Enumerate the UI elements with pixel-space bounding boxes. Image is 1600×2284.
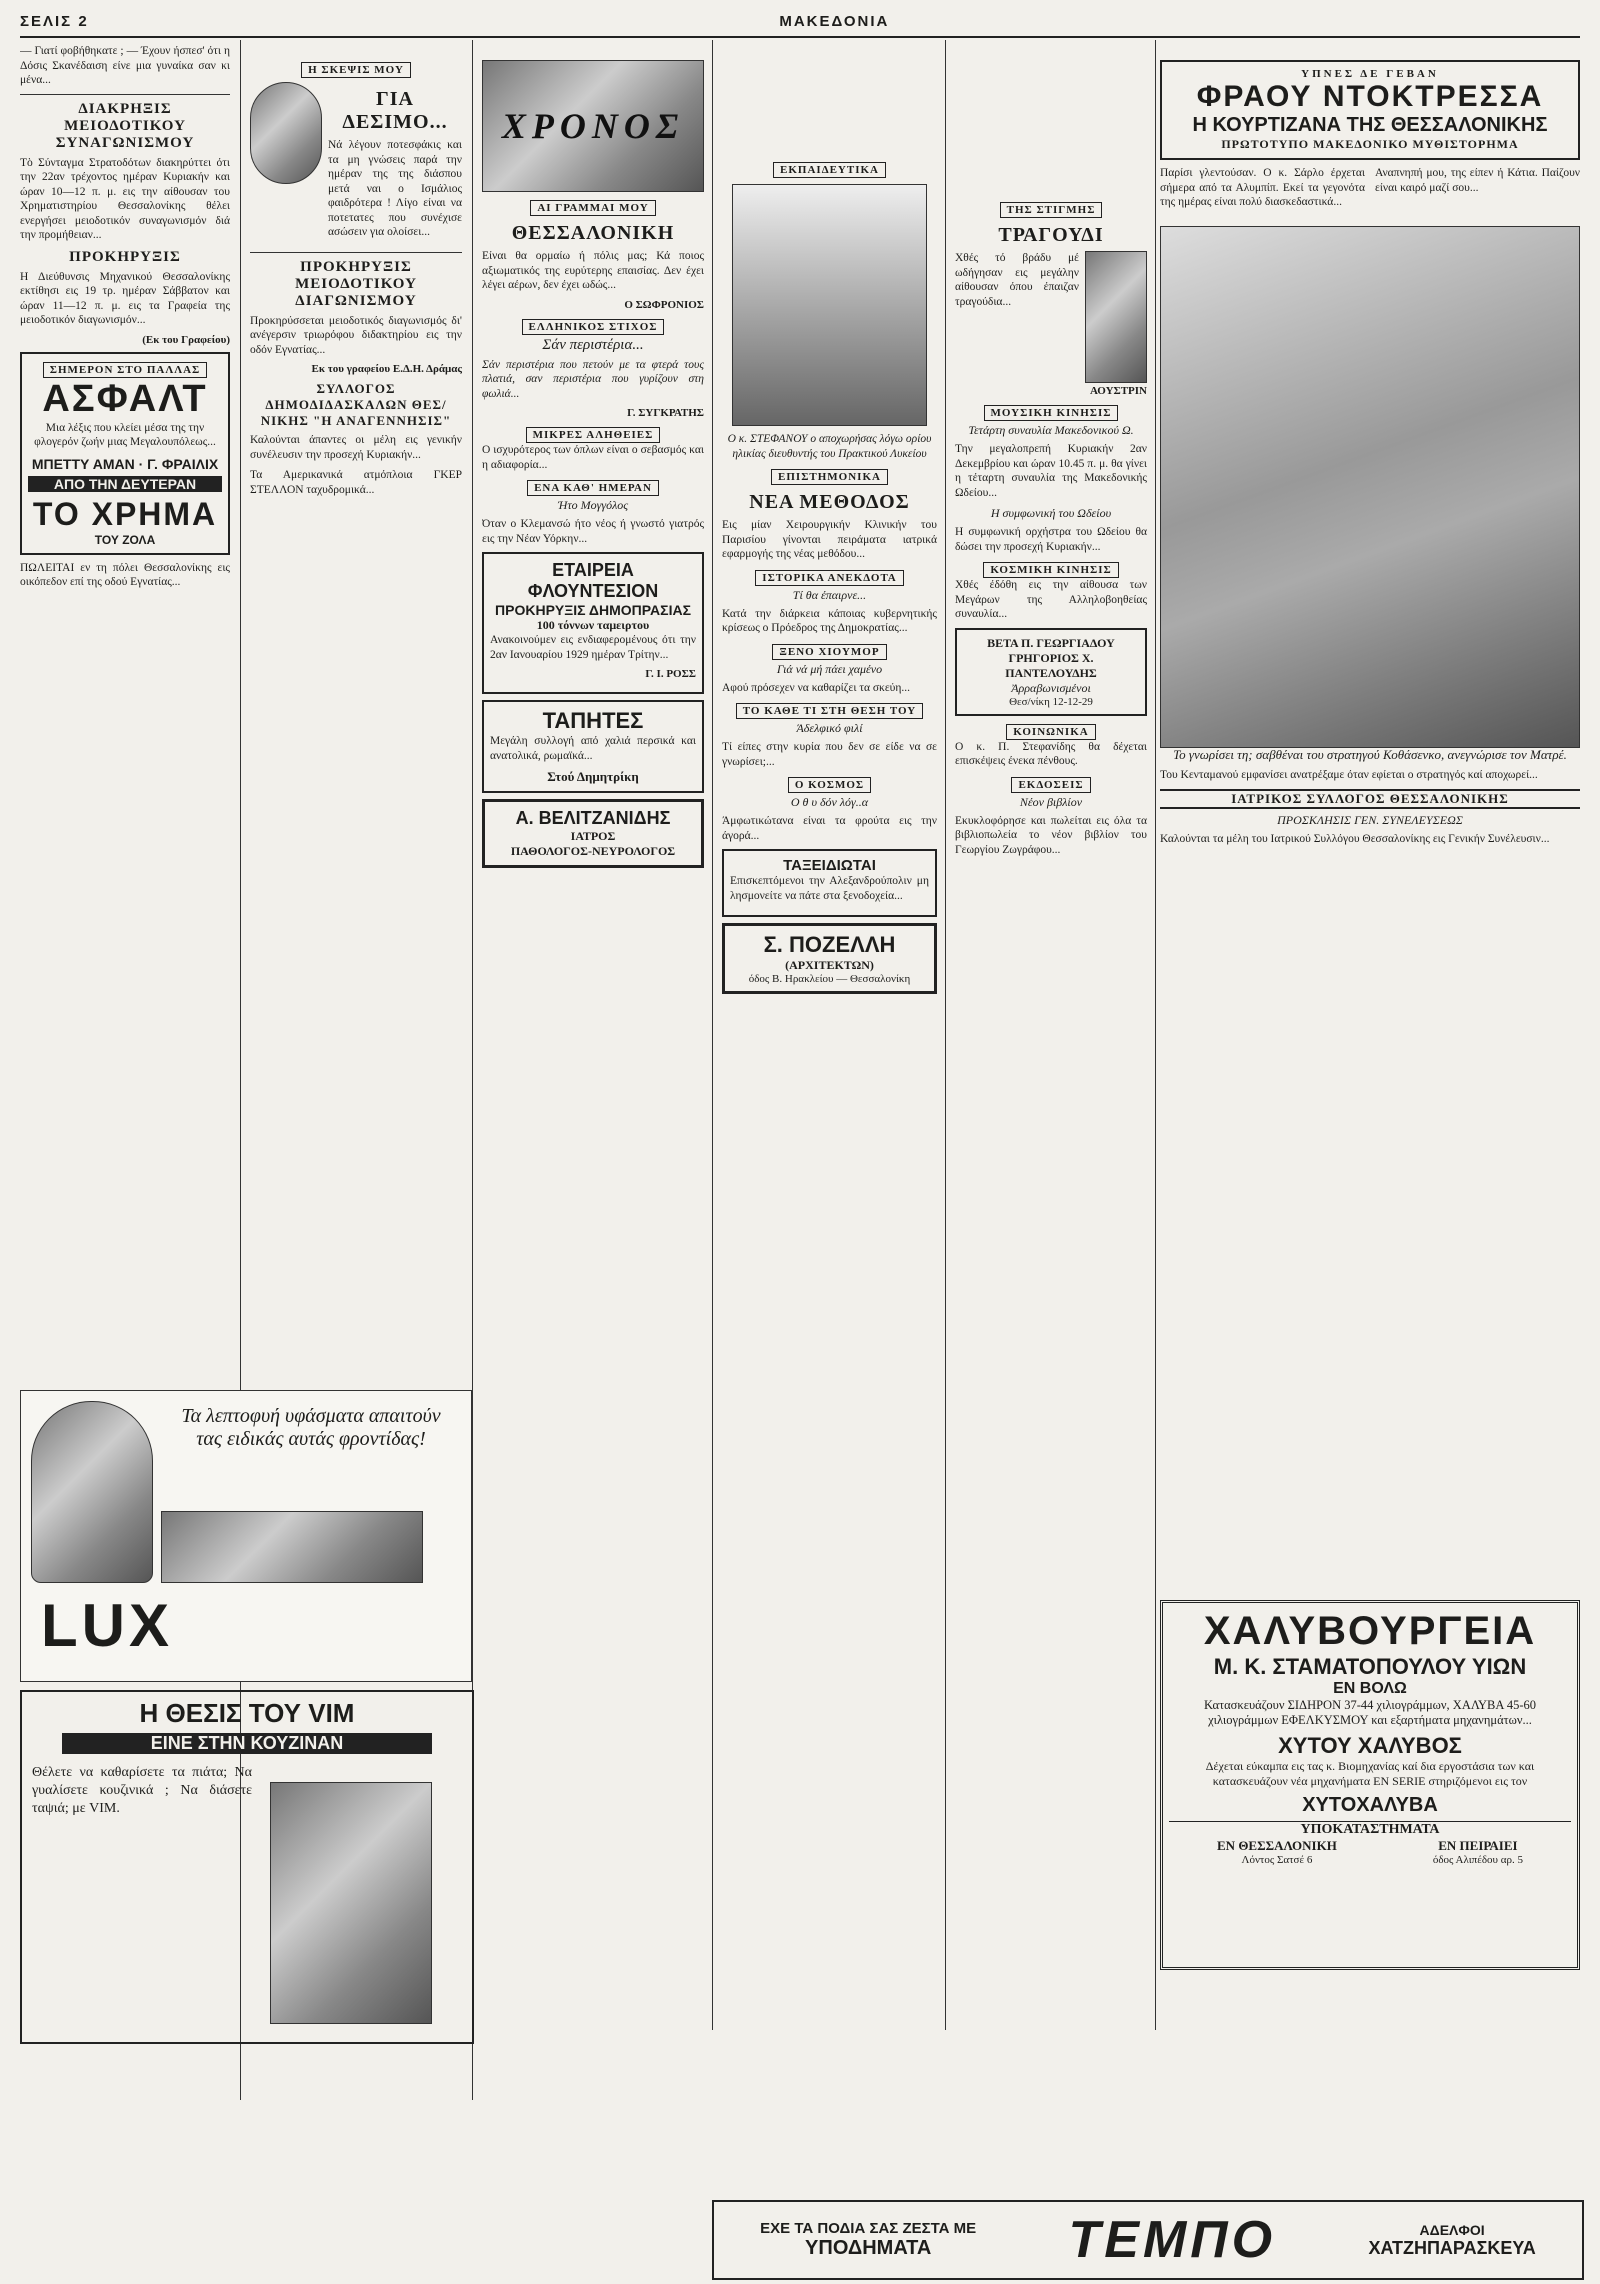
ad-small-heading: ΣΗΜΕΡΟΝ ΣΤΟ ΠΑΛΛΑΣ [43, 362, 207, 378]
section-tag: ΕΚΠΑΙΔΕΥΤΙΚΑ [773, 162, 886, 178]
engagement-name-2: ΓΡΗΓΟΡΙΟΣ Χ. ΠΑΝΤΕΛΟΥΔΗΣ [1005, 650, 1097, 680]
article-body: Όταν ο Κλεμανσώ ήτο νέος ή γνωστό γιατρός εις την Νέαν Υόρκην... [482, 518, 704, 545]
singer-illustration [1085, 251, 1147, 383]
medical-society-heading: ΙΑΤΡΙΚΟΣ ΣΥΛΛΟΓΟΣ ΘΕΣΣΑΛΟΝΙΚΗΣ [1160, 789, 1580, 809]
article-signature: ΑΟΥΣΤΡΙΝ [1090, 385, 1147, 397]
lux-woman-illustration [31, 1401, 153, 1583]
architect-address: όδος Β. Ηρακλείου — Θεσσαλονίκη [748, 973, 911, 985]
engagement-text: Ἀρραβωνισμένοι [1011, 680, 1091, 695]
section-tag: ΜΟΥΣΙΚΗ ΚΙΝΗΣΙΣ [984, 405, 1119, 421]
article-headline: ΝΕΑ ΜΕΘΟΔΟΣ [749, 491, 910, 513]
article-body: Ο ισχυρότερος των όπλων είναι ο σεβασμός και η αδιαφορία... [482, 444, 704, 471]
doctor-name: Α. ΒΕΛΙΤΖΑΝΙΔΗΣ [515, 808, 671, 828]
auction-notice [482, 552, 704, 694]
page-number: ΣΕΛΙΣ 2 [20, 12, 89, 30]
article-body: Τα Αμερικανικά ατμόπλοια ΓΚΕΡ ΣΤΕΛΛΟΝ ταχυδρομικά... [250, 469, 462, 496]
serial-photo [1160, 226, 1580, 748]
shoe-ad-text-2: ΥΠΟΔΗΜΑΤΑ [805, 2237, 932, 2259]
divider [250, 252, 462, 253]
steelworks-text-2: Δέχεται εύκαμπα εις τας κ. Βιομηχανίας καί δια εργοστάσια των και κατασκευάζουν νέα μηχανήματα EN SERIE στηριζόμενοι εις τον [1205, 1759, 1535, 1788]
article-headline: ΠΡΟΚΗΡΥΞΙΣ ΜΕΙΟΔΟΤΙΚΟΥ ΔΙΑΓΩΝΙΣΜΟΥ [295, 258, 417, 309]
serial-band: ΥΠΝΕΣ ΔΕ ΓΕΒΑΝ [1301, 68, 1439, 80]
travel-title: ΤΑΞΕΙΔΙΩΤΑΙ [783, 857, 876, 874]
section-tag: ΞΕΝΟ ΧΙΟΥΜΟΡ [772, 644, 886, 660]
auction-heading: ΠΡΟΚΗΡΥΞΙΣ ΔΗΜΟΠΡΑΣΙΑΣ [495, 602, 691, 618]
vim-title: Η ΘΕΣΙΣ ΤΟΥ VIM [139, 1698, 355, 1728]
section-tag: Ο ΚΟΣΜΟΣ [788, 777, 871, 793]
serial-text: Αναπνηπή μου, της είπεν ή Κάτια. Παίζουν είναι καιρό μαζί σου... [1375, 167, 1580, 194]
article-body: Νά λέγουν ποτεσφάκις και τα μη γνώσεις παρά την ημέραν της της διάσπου μετά ναι ο Ισμάλιος φαιδρότερα ! Λίγο είναι να ποτετατες που συνέχισε ασώσειν για ολοίσει... [328, 139, 462, 238]
article-body: Η συμφωνική ορχήστρα του Ωδείου θα δώσει την προσεχή Κυριακήν... [955, 526, 1147, 553]
chronos-title-art: ΧΡΟΝΟΣ [482, 60, 704, 192]
ad-cast: ΜΠΕΤΤΥ ΑΜΑΝ · Γ. ΦΡΑΙΛΙΧ [31, 455, 219, 472]
carpets-ad [482, 700, 704, 793]
column-rule [945, 40, 946, 2030]
medical-society-subheading: ΠΡΟΣΚΛΗΣΙΣ ΓΕΝ. ΣΥΝΕΛΕΥΣΕΩΣ [1277, 812, 1463, 827]
article-body: Κατά την διάρκεια κάποιας κυβερνητικής κρίσεως ο Πρόεδρος της Δημοκρατίας... [722, 607, 937, 634]
ad-text: Μια λέξις που κλείει μέσα της την φλογερόν ζωήν μιας Μεγαλουπόλεως... [34, 421, 216, 448]
article-headline: ΤΡΑΓΟΥΔΙ [998, 224, 1104, 246]
article-subtitle: Ήτο Μογγόλος [557, 498, 629, 512]
article-headline: ΠΡΟΚΗΡΥΞΙΣ [69, 248, 181, 265]
article-subtitle: Τί θα έπαιρνε... [792, 587, 867, 602]
article-headline: ΓΙΑ ΔΕΣΙΜΟ... [342, 88, 448, 133]
engagement-date: Θεσ/νίκη 12-12-29 [1009, 695, 1093, 708]
portrait-caption: Ο κ. ΣΤΕΦΑΝΟΥ ο αποχωρήσας λόγω ορίου ηλικίας διευθυντής του Πρακτικού Λυκείου [727, 433, 932, 460]
section-tag: ΤΟ ΚΑΘΕ ΤΙ ΣΤΗ ΘΕΣΗ ΤΟΥ [736, 703, 924, 719]
shoe-company-2: ΧΑΤΖΗΠΑΡΑΣΚΕΥΑ [1368, 2237, 1536, 2258]
section-tag: ΙΣΤΟΡΙΚΑ ΑΝΕΚΔΟΤΑ [755, 570, 903, 586]
article-subtitle: Γιά νά μή πάει χαμένο [776, 661, 883, 676]
serial-header [1160, 60, 1580, 160]
auction-subheading: 100 τόννων ταμειρτου [536, 618, 650, 632]
branch-1-address: Λόντος Σατσέ 6 [1241, 1854, 1313, 1866]
vim-can-image [270, 1782, 432, 2024]
carpets-title: ΤΑΠΗΤΕΣ [542, 708, 644, 733]
carpets-store: Στού Δημητρίκη [547, 769, 639, 784]
article-headline: ΘΕΣΣΑΛΟΝΙΚΗ [511, 222, 675, 244]
column-4 [722, 160, 937, 2180]
article-body: Καλούνται άπαντες οι μέλη εις γενικήν συνέλευσιν την προσεχή Κυριακήν... [250, 434, 462, 461]
vim-ad [20, 1690, 474, 2044]
article-subtitle: Άδελφικό φιλί [796, 721, 863, 735]
shoe-company: ΑΔΕΛΦΟΙ [1419, 2221, 1485, 2238]
article-subtitle: Νέον βιβλίον [1019, 794, 1083, 809]
section-tag: ΕΛΛΗΝΙΚΟΣ ΣΤΙΧΟΣ [522, 319, 665, 335]
steelworks-location: ΕΝ ΒΟΛΩ [1333, 1680, 1407, 1697]
portrait-sketch [732, 184, 927, 426]
article-body: Εις μίαν Χειρουργικήν Κλινικήν του Παρισίου γίνονται πειράματα ιατρικά εφαρμογής της νέας μεθόδου... [722, 519, 937, 560]
steelworks-text: Κατασκευάζουν ΣΙΔΗΡΟΝ 37-44 χιλιογράμμων, ΧΑΛΥΒΑ 45-60 χιλιογράμμων ΕΦΕΛΚΥΣΜΟΥ και εξαρτήματα μηχανημάτων... [1203, 1698, 1537, 1727]
caricature-image [250, 82, 322, 184]
engagement-name-1: ΒΕΤΑ Π. ΓΕΩΡΓΙΑΔΟΥ [987, 635, 1115, 650]
article-body: Ο κ. Π. Στεφανίδης θα δέχεται επισκέψεις ένεκα πένθους. [955, 740, 1147, 767]
section-tag: ΜΙΚΡΕΣ ΑΛΗΘΕΙΕΣ [526, 427, 661, 443]
ad-title: ΑΣΦΑΛΤ [42, 377, 208, 420]
article-body: Αφού πρόσεχεν να καθαρίζει τα σκεύη... [722, 681, 911, 694]
auction-signature: Γ. Ι. ΡΟΣΣ [645, 668, 696, 680]
column-2 [250, 60, 462, 1160]
column-6 [1160, 60, 1580, 1190]
vim-text: Θέλετε να καθαρίσετε τα πιάτα; Να γυαλίσετε κουζινικά ; Να διάσετε ταψιά; με VIM. [32, 1765, 252, 1816]
article-body: Άμφωτικώτανα είναι τα φρούτα εις την άγορά... [722, 815, 937, 842]
classified-text: ΠΩΛΕΙΤΑΙ εν τη πόλει Θεσσαλονίκης εις οικόπεδον επί της οδού Εγνατίας... [20, 561, 230, 588]
story-fragment: — Γιατί φοβήθηκατε ; — Έχουν ήσπεσ' ότι η Δόσις Σκανέδαιση είνε μια γυναίκα σαν κι μένα... [20, 45, 230, 86]
auction-company: ΕΤΑΙΡΕΙΑ ΦΛΟΥΝΤΕΣΙΟΝ [527, 560, 659, 601]
section-tag: ΑΙ ΓΡΑΜΜΑΙ ΜΟΥ [530, 200, 655, 216]
branch-2-address: όδος Αλιπέδου αρ. 5 [1432, 1854, 1523, 1866]
ad-title-2: ΤΟ ΧΡΗΜΑ [32, 495, 218, 532]
architect-ad [722, 923, 937, 994]
branch-2: ΕΝ ΠΕΙΡΑΙΕΙ [1438, 1838, 1518, 1853]
section-tag: ΕΝΑ ΚΑΘ' ΗΜΕΡΑΝ [527, 480, 659, 496]
lux-brand: LUX [41, 1592, 173, 1659]
masthead [20, 6, 1580, 38]
photo-caption: Το γνωρίσει τη; σαβθέναι του στρατηγού Κοθάσενκο, ανεγνώρισε τον Ματρέ. [1173, 746, 1567, 762]
lux-ad [20, 1390, 472, 1682]
paper-name: ΜΑΚΕΔΟΝΙΑ [779, 12, 890, 30]
doctor-role: ΙΑΤΡΟΣ [570, 829, 616, 843]
cinema-ad [20, 352, 230, 555]
serial-text: Παρίσι γλεντούσαν. Ο κ. Σάρλο έρχεται σήμερα από τα Αλυμπίπ. Εκεί τα γεγονότα της ημέρας είναι πολύ διασκεδαστικά... [1160, 167, 1365, 208]
serial-title: ΦΡΑΟΥ ΝΤΟΚΤΡΕΣΣΑ [1196, 80, 1544, 113]
article-body: Εκυκλοφόρησε και πωλείται εις όλα τα βιβλιοπωλεία το νέον βιβλίον του Γεωργίου Ζωγράφου... [955, 814, 1147, 856]
article-body: Την μεγαλοπρεπή Κυριακήν 2αν Δεκεμβρίου και ώραν 10.45 π. μ. θα γίνει η τέταρτη συναυλία της Μακεδονικής Ωδείου... [955, 443, 1147, 499]
travel-ad [722, 849, 937, 917]
poem-signature: Γ. ΣΥΓΚΡΑΤΗΣ [627, 407, 704, 419]
article-body: Τὸ Σύνταγμα Στρατοδότων διακηρύττει ότι την 22αν τρέχοντος ημέραν Κυριακήν και ώραν 10—12 π. μ. εις την αίθουσαν του Χρηματιστηρίου Θεσσαλονίκης θέλει ενεργήσει μειοδοτικόν συναγωνισμόν διά την προμήθειαν... [20, 156, 230, 241]
architect-role: (ΑΡΧΙΤΕΚΤΩΝ) [785, 958, 874, 972]
shoe-ad-text: ΕΧΕ ΤΑ ΠΟΔΙΑ ΣΑΣ ΖΕΣΤΑ ΜΕ [760, 2220, 977, 2237]
article-body: Προκηρύσσεται μειοδοτικός διαγωνισμός δι' ανέγερσιν τριωρόφου διδακτηρίου εις την οδόν Εγνατίας... [250, 314, 462, 356]
article-headline: ΔΙΑΚΡΗΞΙΣ ΜΕΙΟΔΟΤΙΚΟΥ ΣΥΝΑΓΩΝΙΣΜΟΥ [55, 100, 195, 151]
section-tag: ΚΟΣΜΙΚΗ ΚΙΝΗΣΙΣ [983, 562, 1118, 578]
divider [20, 94, 230, 95]
steelworks-company: Μ. Κ. ΣΤΑΜΑΤΟΠΟΥΛΟΥ ΥΙΩΝ [1213, 1654, 1527, 1679]
doctor-specialty: ΠΑΘΟΛΟΓΟΣ-ΝΕΥΡΟΛΟΓΟΣ [510, 844, 676, 858]
steelworks-title: ΧΑΛΥΒΟΥΡΓΕΙΑ [1203, 1609, 1537, 1653]
article-subtitle: Τετάρτη συναυλία Μακεδονικού Ω. [968, 423, 1134, 437]
architect-name: Σ. ΠΟΖΕΛΛΗ [763, 932, 896, 957]
article-headline: ΣΥΛΛΟΓΟΣ ΔΗΜΟΔΙΔΑΣΚΑΛΩΝ ΘΕΣ/ΝΙΚΗΣ "Η ΑΝΑΓΕΝΝΗΣΙΣ" [260, 381, 452, 428]
column-3 [482, 60, 704, 2260]
engagement-notice [955, 628, 1147, 716]
article-subtitle: Ο θ υ δόν λόγ..α [790, 795, 869, 809]
article-body: Είναι θα ορμαίω ή πόλις μας; Κά ποιος αξιωματικός της ευρύτερης επαισίας. Δεν έχει λέγει αέρων, δεν έχει ωδώς... [482, 250, 704, 291]
shoe-brand: ΤΕΜΠΟ [1068, 2211, 1277, 2269]
lux-ad-text: Τα λεπτοφυή υφάσματα απαιτούν τας ειδικάς αυτάς φροντίδας! [181, 1405, 441, 1450]
poem-title: Σάν περιστέρια... [542, 336, 644, 353]
article-note: Εκ του γραφείου Ε.Δ.Η. Δράμας [311, 363, 462, 375]
poem-text: Σάν περιστέρια που πετούν με τα φτερά τους πλατιά, σαν περιστέρια που γυρίζουν στη φωλιά... [482, 358, 704, 400]
article-body: Τί είπες στην κυρία που δεν σε είδε να σε γνωρίσει;... [722, 741, 937, 768]
steelworks-product: ΧΥΤΟΥ ΧΑΛΥΒΟΣ [1278, 1733, 1462, 1758]
auction-text: Ανακοινούμεν εις ενδιαφερομένους ότι την 2αν Ιανουαρίου 1929 ημέραν Τρίτην... [490, 634, 696, 661]
section-tag: Η ΣΚΕΨΙΣ ΜΟΥ [301, 62, 411, 78]
branch-1: ΕΝ ΘΕΣΣΑΛΟΝΙΚΗ [1217, 1838, 1337, 1853]
serial-title-2: Η ΚΟΥΡΤΙΖΑΝΑ ΤΗΣ ΘΕΣΣΑΛΟΝΙΚΗΣ [1192, 114, 1548, 136]
article-body: Χθές τό βράδυ μέ ωδήγησαν εις μεγάλην αίθουσαν όπου έπαιζαν τραγούδια... [955, 252, 1079, 308]
serial-text: Του Κενταμανού εμφανίσει ανατρέξαμε όταν εφίεται ο στρατηγός καί αποχωρεί... [1160, 769, 1538, 781]
section-tag: ΚΟΙΝΩΝΙΚΑ [1006, 724, 1095, 740]
article-note: (Εκ του Γραφείου) [142, 333, 230, 346]
section-tag: ΕΠΙΣΤΗΜΟΝΙΚΑ [771, 469, 888, 485]
carpets-text: Μεγάλη συλλογή από χαλιά περσικά και ανατολικά, ρωμαϊκά... [490, 735, 696, 762]
medical-society-text: Καλούνται τα μέλη του Ιατρικού Συλλόγου Θεσσαλονίκης εις Γενικήν Συνέλευσιν... [1160, 832, 1550, 845]
article-body: Η Διεύθυνσις Μηχανικού Θεσσαλονίκης εκτίθησι εις 19 τρ. ημέραν Σάββατον και ώραν 11—12 π. μ. εις τα Γραφεία της μειοδοτικόν διαγωνισμόν... [20, 270, 230, 326]
branches-heading: ΥΠΟΚΑΤΑΣΤΗΜΑΤΑ [1169, 1821, 1571, 1838]
lux-fabric-illustration [161, 1511, 423, 1583]
doctor-ad [482, 799, 704, 868]
article-signature: Ο ΣΩΦΡΟΝΙΟΣ [624, 298, 704, 311]
vim-subtitle: ΕΙΝΕ ΣΤΗΝ ΚΟΥΖΙΝΑΝ [62, 1733, 432, 1754]
shoe-ad [712, 2200, 1584, 2280]
ad-author: ΤΟΥ ΖΟΛΑ [94, 532, 156, 547]
serial-subtitle: ΠΡΩΤΟΤΥΠΟ ΜΑΚΕΔΟΝΙΚΟ ΜΥΘΙΣΤΟΡΗΜΑ [1221, 137, 1519, 151]
ad-date: ΑΠΟ ΤΗΝ ΔΕΥΤΕΡΑΝ [28, 476, 222, 492]
article-subtitle: Η συμφωνική του Ωδείου [990, 506, 1112, 520]
section-tag: ΕΚΔΟΣΕΙΣ [1011, 777, 1090, 793]
travel-text: Επισκεπτόμενοι την Αλεξανδρούπολιν μη λησμονείτε να πάτε στα ξενοδοχεία... [730, 875, 929, 902]
column-5 [955, 200, 1147, 2180]
column-rule [1155, 40, 1156, 2030]
article-body: Χθές έδόθη εις την αίθουσα των Μεγάρων της Αλληλοβοηθείας συναυλία... [955, 579, 1147, 620]
section-tag: ΤΗΣ ΣΤΙΓΜΗΣ [1000, 202, 1103, 218]
steelworks-ad [1160, 1600, 1580, 1970]
steelworks-product-2: ΧΥΤΟΧΑΛΥΒΑ [1302, 1794, 1438, 1816]
column-rule [712, 40, 713, 2030]
